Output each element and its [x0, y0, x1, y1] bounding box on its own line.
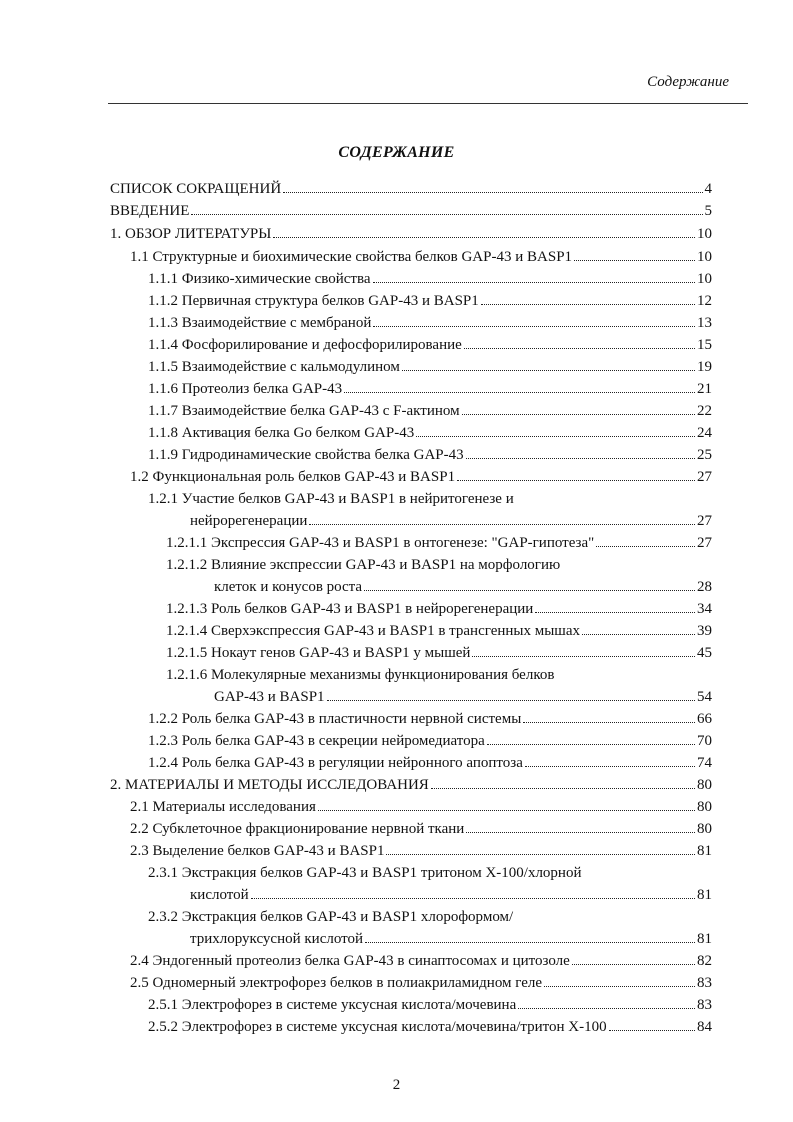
dot-leader: [191, 214, 702, 215]
toc-entry-label: 1.2.1.1 Экспрессия GAP-43 и BASP1 в онтогенезе: "GAP-гипотеза": [166, 535, 595, 551]
dot-leader: [481, 304, 695, 305]
dot-leader: [466, 832, 695, 833]
toc-page-number: 10: [697, 271, 712, 287]
toc-page-number: 80: [697, 821, 712, 837]
dot-leader: [365, 942, 695, 943]
dot-leader: [251, 898, 695, 899]
toc-entry[interactable]: [148, 446, 712, 464]
toc-page-number: 81: [697, 931, 712, 947]
toc-entry-label: 1.2.1.6 Молекулярные механизмы функционирования белков: [166, 667, 555, 683]
toc-entry[interactable]: [148, 754, 712, 772]
toc-entry-label: СПИСОК СОКРАЩЕНИЙ: [110, 181, 282, 197]
toc-entry[interactable]: [166, 600, 712, 618]
toc-page-number: 34: [697, 601, 712, 617]
toc-page-number: 83: [697, 997, 712, 1013]
toc-entry[interactable]: [148, 732, 712, 750]
toc-entry[interactable]: [130, 952, 712, 970]
dot-leader: [283, 192, 702, 193]
toc-entry-label: 1.1.7 Взаимодействие белка GAP-43 с F-актином: [148, 403, 460, 419]
toc-entry-label: 2.1 Материалы исследования: [130, 799, 316, 815]
toc-entry-label: 2.3 Выделение белков GAP-43 и BASP1: [130, 843, 385, 859]
toc-page-number: 81: [697, 843, 712, 859]
toc-page-number: 74: [697, 755, 712, 771]
toc-entry-label: 1.1.4 Фосфорилирование и дефосфорилирование: [148, 337, 462, 353]
toc-entry[interactable]: [130, 842, 712, 860]
toc-entry-label: ВВЕДЕНИЕ: [110, 203, 190, 219]
toc-entry-label: 2.2 Субклеточное фракционирование нервной ткани: [130, 821, 465, 837]
dot-leader: [344, 392, 695, 393]
toc-entry-label: 1.2.1.2 Влияние экспрессии GAP-43 и BASP1 на морфологию: [166, 557, 561, 573]
toc-entry-label: 1.2.1.5 Нокаут генов GAP-43 и BASP1 у мышей: [166, 645, 471, 661]
toc-entry[interactable]: [130, 820, 712, 838]
toc-entry-label: 2.3.1 Экстракция белков GAP-43 и BASP1 тритоном Х-100/хлорной: [148, 865, 582, 881]
dot-leader: [318, 810, 695, 811]
toc-entry[interactable]: [166, 534, 712, 552]
toc-entry[interactable]: [166, 644, 712, 662]
dot-leader: [386, 854, 695, 855]
toc-entry-label: 1.1.6 Протеолиз белка GAP-43: [148, 381, 343, 397]
toc-page-number: 81: [697, 887, 712, 903]
dot-leader: [373, 282, 695, 283]
toc-entry-continuation: клеток и конусов роста: [214, 579, 363, 595]
toc-page-number: 24: [697, 425, 712, 441]
toc-entry-label: 2.5.2 Электрофорез в системе уксусная кислота/мочевина/тритон Х-100: [148, 1019, 607, 1035]
toc-entry[interactable]: [214, 578, 712, 596]
toc-entry-label: 2.4 Эндогенный протеолиз белка GAP-43 в синаптосомах и цитозоле: [130, 953, 570, 969]
toc-page-number: 80: [697, 799, 712, 815]
page-number: 2: [392, 1077, 401, 1093]
dot-leader: [487, 744, 695, 745]
toc-entry[interactable]: [148, 402, 712, 420]
dot-leader: [416, 436, 695, 437]
toc-entry-label: 1.2.1.3 Роль белков GAP-43 и BASP1 в нейрорегенерации: [166, 601, 534, 617]
dot-leader: [535, 612, 695, 613]
dot-leader: [574, 260, 695, 261]
toc-page-number: 19: [697, 359, 712, 375]
toc-page-number: 10: [697, 249, 712, 265]
dot-leader: [309, 524, 695, 525]
dot-leader: [402, 370, 695, 371]
toc-entry[interactable]: [148, 424, 712, 442]
toc-entry-label: 1.1 Структурные и биохимические свойства белков GAP-43 и BASP1: [130, 249, 573, 265]
dot-leader: [457, 480, 695, 481]
toc-entry-label: 2. МАТЕРИАЛЫ И МЕТОДЫ ИССЛЕДОВАНИЯ: [110, 777, 429, 793]
toc-page-number: 84: [697, 1019, 712, 1035]
dot-leader: [582, 634, 695, 635]
toc-entry-label: 1.2.1 Участие белков GAP-43 и BASP1 в нейритогенезе и: [148, 491, 514, 507]
dot-leader: [462, 414, 695, 415]
toc-page-number: 12: [697, 293, 712, 309]
toc-entry[interactable]: [148, 314, 712, 332]
toc-page-number: 27: [697, 469, 712, 485]
toc-page-number: 21: [697, 381, 712, 397]
toc-page-number: 27: [697, 513, 712, 529]
toc-page-number: 25: [697, 447, 712, 463]
toc-entry-label: 2.3.2 Экстракция белков GAP-43 и BASP1 хлороформом/: [148, 909, 514, 925]
toc-entry-label: 1.1.2 Первичная структура белков GAP-43 и BASP1: [148, 293, 479, 309]
toc-entry-label: 1. ОБЗОР ЛИТЕРАТУРЫ: [110, 226, 272, 242]
page-title: СОДЕРЖАНИЕ: [338, 144, 455, 161]
toc-entry-continuation: трихлоруксусной кислотой: [190, 931, 364, 947]
toc-entry[interactable]: [130, 248, 712, 266]
toc-entry-continuation: нейрорегенерации: [190, 513, 308, 529]
toc-entry[interactable]: [110, 180, 712, 198]
toc-entry[interactable]: [214, 688, 712, 706]
toc-entry-label: 1.2.2 Роль белка GAP-43 в пластичности нервной системы: [148, 711, 522, 727]
toc-entry[interactable]: [148, 380, 712, 398]
dot-leader: [544, 986, 695, 987]
toc-entry[interactable]: [190, 886, 712, 904]
toc-entry[interactable]: [130, 974, 712, 992]
toc-page-number: 83: [697, 975, 712, 991]
toc-entry[interactable]: [148, 996, 712, 1014]
dot-leader: [609, 1030, 695, 1031]
toc-entry-label: 1.1.5 Взаимодействие с кальмодулином: [148, 359, 400, 375]
toc-page-number: 54: [697, 689, 712, 705]
dot-leader: [364, 590, 695, 591]
toc-entry-label: 2.5.1 Электрофорез в системе уксусная кислота/мочевина: [148, 997, 517, 1013]
toc-page-number: 27: [697, 535, 712, 551]
toc-entry-continuation: кислотой: [190, 887, 249, 903]
dot-leader: [464, 348, 695, 349]
toc-page-number: 5: [704, 203, 712, 219]
toc-page-number: 15: [697, 337, 712, 353]
toc-entry[interactable]: [148, 336, 712, 354]
toc-entry-continuation: GAP-43 и BASP1: [214, 689, 325, 705]
toc-page-number: 10: [697, 226, 712, 242]
dot-leader: [518, 1008, 695, 1009]
toc-entry-label: 1.2.1.4 Сверхэкспрессия GAP-43 и BASP1 в трансгенных мышах: [166, 623, 581, 639]
dot-leader: [273, 237, 695, 238]
toc-page-number: 13: [697, 315, 712, 331]
toc-entry-label: 1.1.3 Взаимодействие с мембраной: [148, 315, 372, 331]
toc-page-number: 70: [697, 733, 712, 749]
toc-entry[interactable]: [190, 512, 712, 530]
toc-entry[interactable]: [148, 270, 712, 288]
toc-entry[interactable]: [148, 710, 712, 728]
toc-entry[interactable]: [130, 468, 712, 486]
toc-entry[interactable]: [110, 776, 712, 794]
toc-entry-label: 1.2 Функциональная роль белков GAP-43 и BASP1: [130, 469, 456, 485]
toc-page-number: 4: [704, 181, 712, 197]
toc-page-number: 82: [697, 953, 712, 969]
toc-entry-label: 1.2.4 Роль белка GAP-43 в регуляции нейронного апоптоза: [148, 755, 523, 771]
toc-entry[interactable]: [148, 358, 712, 376]
dot-leader: [373, 326, 695, 327]
dot-leader: [525, 766, 695, 767]
dot-leader: [327, 700, 695, 701]
running-head: Содержание: [647, 74, 729, 90]
toc-page-number: 80: [697, 777, 712, 793]
toc-entry[interactable]: [110, 225, 712, 243]
toc-page-number: 28: [697, 579, 712, 595]
dot-leader: [466, 458, 695, 459]
toc-entry-label: 1.2.3 Роль белка GAP-43 в секреции нейромедиатора: [148, 733, 485, 749]
toc-page-number: 45: [697, 645, 712, 661]
dot-leader: [596, 546, 695, 547]
toc-entry[interactable]: [166, 622, 712, 640]
toc-page-number: 39: [697, 623, 712, 639]
toc-entry[interactable]: [148, 1018, 712, 1036]
dot-leader: [472, 656, 695, 657]
toc-entry[interactable]: [190, 930, 712, 948]
toc-entry[interactable]: [130, 798, 712, 816]
header-rule: [108, 103, 748, 104]
toc-entry-label: 1.1.8 Активация белка Go белком GAP-43: [148, 425, 415, 441]
dot-leader: [523, 722, 695, 723]
toc-page-number: 22: [697, 403, 712, 419]
toc-entry-label: 1.1.9 Гидродинамические свойства белка GAP-43: [148, 447, 464, 463]
dot-leader: [572, 964, 695, 965]
toc-page-number: 66: [697, 711, 712, 727]
toc-entry[interactable]: [148, 292, 712, 310]
toc-entry-label: 1.1.1 Физико-химические свойства: [148, 271, 371, 287]
toc-entry-label: 2.5 Одномерный электрофорез белков в полиакриламидном геле: [130, 975, 543, 991]
dot-leader: [431, 788, 695, 789]
toc-entry[interactable]: [110, 202, 712, 220]
